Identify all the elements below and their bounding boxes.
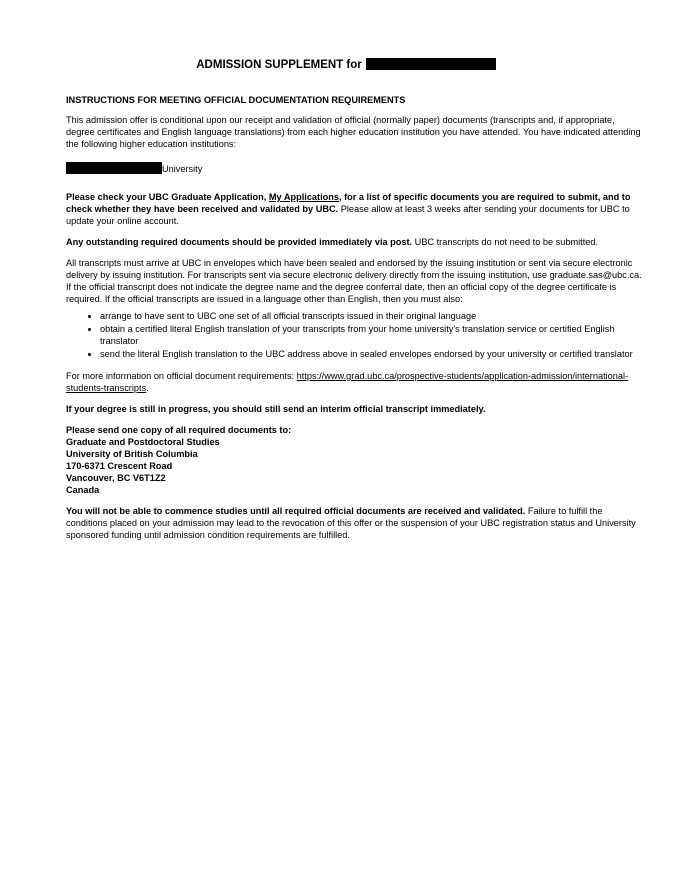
list-item: • arrange to have sent to UBC one set of all official transcripts issued in their original language bbox=[100, 310, 644, 322]
check-application-paragraph bbox=[66, 191, 644, 227]
document-body bbox=[66, 94, 644, 550]
institution-line bbox=[66, 162, 644, 175]
title-text: ADMISSION SUPPLEMENT for bbox=[196, 59, 362, 71]
check-normal: Please allow at least 3 weeks after sending your documents for UBC to update your online account. bbox=[66, 204, 630, 226]
address-line: Vancouver, BC V6T1Z2 bbox=[66, 473, 166, 483]
intro-paragraph: This admission offer is conditional upon our receipt and validation of official (normally paper) documents (transcripts and, if appropriate, degree certificates and English language translations) from each higher education institution you have attended. You have indicated attending the following higher education institutions: bbox=[66, 115, 641, 149]
outstanding-paragraph bbox=[66, 236, 644, 248]
more-info-paragraph bbox=[66, 370, 644, 394]
in-progress-notice: If your degree is still in progress, you should still send an interim official transcript immediately. bbox=[66, 404, 486, 414]
transcripts-info-link[interactable]: https://www.grad.ubc.ca/prospective-students/application-admission/international-students-transcripts bbox=[66, 371, 629, 393]
closing-paragraph bbox=[66, 505, 644, 541]
closing-normal: Failure to fulfill the conditions placed on your admission may lead to the revocation of this offer or the suspension of your UBC registration status and University sponsored funding until admission condition requirements are fulfilled. bbox=[66, 506, 636, 540]
section-heading: INSTRUCTIONS FOR MEETING OFFICIAL DOCUMENTATION REQUIREMENTS bbox=[66, 95, 406, 105]
check-bold-before: Please check your UBC Graduate Application, bbox=[66, 192, 269, 202]
redacted-name bbox=[366, 58, 496, 70]
more-info-prefix: For more information on official document requirements: bbox=[66, 371, 297, 381]
address-intro: Please send one copy of all required documents to: bbox=[66, 425, 292, 435]
transcripts-paragraph: All transcripts must arrive at UBC in envelopes which have been sealed and endorsed by the issuing institution or sent via secure electronic delivery by issuing institution. For transcripts sent via secure electronic delivery directly from the issuing institution, use graduate.sas@ubc.ca. If the official transcript does not indicate the degree name and the degree conferral date, then an official copy of the degree certificate is required. If the official transcripts are issued in a language other than English, then you must also: bbox=[66, 258, 642, 304]
my-applications-link[interactable]: My Applications bbox=[268, 192, 339, 202]
address-line: Graduate and Postdoctoral Studies bbox=[66, 437, 220, 447]
list-item: • send the literal English translation to the UBC address above in sealed envelopes endorsed by your university or certified translator bbox=[100, 348, 644, 360]
institution-suffix: University bbox=[162, 164, 203, 174]
document-title bbox=[0, 58, 692, 72]
closing-bold: You will not be able to commence studies until all required official documents are received and validated. bbox=[66, 506, 526, 516]
requirements-list bbox=[66, 310, 644, 360]
outstanding-normal: UBC transcripts do not need to be submitted. bbox=[412, 237, 599, 247]
more-info-suffix: . bbox=[146, 383, 149, 393]
mailing-address bbox=[66, 424, 644, 496]
address-line: University of British Columbia bbox=[66, 449, 198, 459]
outstanding-bold: Any outstanding required documents should be provided immediately via post. bbox=[66, 237, 413, 247]
check-bold-after: , for a list of specific documents you are required to submit, and to check whether they have been received and validated by UBC. bbox=[66, 192, 631, 214]
address-line: Canada bbox=[66, 485, 100, 495]
list-item: • obtain a certified literal English translation of your transcripts from your home university's translation service or certified English translator bbox=[100, 323, 644, 347]
address-line: 170-6371 Crescent Road bbox=[66, 461, 173, 471]
redacted-institution bbox=[66, 162, 162, 174]
